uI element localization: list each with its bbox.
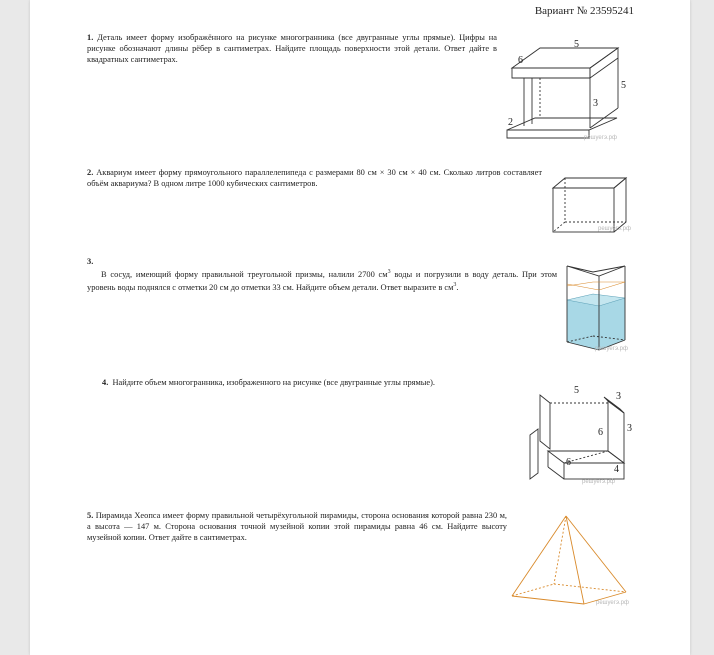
task-3-text-a: В сосуд, имеющий форму правильной треугольной призмы, налили 2700 см bbox=[101, 269, 388, 279]
task-4-label-corner: 4 bbox=[614, 464, 619, 475]
task-4-label-top: 5 bbox=[574, 385, 579, 396]
task-3-sup-1: 3 bbox=[387, 269, 391, 275]
task-4-number: 4. bbox=[102, 378, 109, 387]
task-2 bbox=[87, 167, 542, 189]
task-4-label-depth: 3 bbox=[616, 391, 621, 402]
task-3 bbox=[87, 256, 557, 293]
task-4-label-height: 6 bbox=[598, 427, 603, 438]
document-page bbox=[30, 0, 690, 655]
task-2-watermark: решуегэ.рф bbox=[598, 226, 631, 232]
task-5-watermark: решуегэ.рф bbox=[596, 600, 629, 606]
task-1-watermark: решуегэ.рф bbox=[584, 135, 617, 141]
task-1-label-top: 5 bbox=[574, 39, 579, 50]
task-4-watermark: решуегэ.рф bbox=[582, 479, 615, 485]
task-5-number: 5. bbox=[87, 511, 94, 520]
task-2-figure bbox=[550, 176, 630, 234]
task-3-figure bbox=[565, 264, 630, 354]
task-5-text: Пирамида Хеопса имеет форму правильной четырёхугольной пирамиды, сторона основания которой равна 230 м, а высота — 147 м. Сторона основания точной музейной копии этой пирамиды равна 46 см. Найдите высоту музейной копии. Ответ дайте в сантиметрах. bbox=[87, 511, 507, 542]
task-1-label-base: 2 bbox=[508, 117, 513, 128]
task-3-text-b: воды и погрузили в воду деталь. При этом уровень воды поднялся с отметки 20 см до отметки 33 см. Найдите объем детали. Ответ выразите в см bbox=[87, 269, 558, 292]
variant-number: Вариант № 23595241 bbox=[534, 5, 634, 17]
task-3-number: 3. bbox=[87, 257, 94, 266]
task-3-sup-2: 3 bbox=[453, 281, 457, 288]
task-5-figure bbox=[510, 514, 630, 606]
task-4-text: Найдите объем многогранника, изображенного на рисунке (все двугранные углы прямые). bbox=[112, 378, 436, 387]
task-1-label-right: 5 bbox=[621, 80, 626, 91]
task-1-number: 1. bbox=[87, 33, 94, 42]
task-4-label-base: 6 bbox=[566, 457, 571, 468]
task-1-text: Деталь имеет форму изображённого на рисунке многогранника (все двугранные углы прямые). Цифры на рисунке обозначают длины рёбер в сантиметрах. Найдите площадь поверхности этой детали. Ответ дайте в квадратных сантиметрах. bbox=[87, 33, 498, 64]
task-3-watermark: решуегэ.рф bbox=[595, 346, 628, 352]
task-1-label-depth: 6 bbox=[518, 55, 523, 66]
task-4-figure bbox=[524, 383, 634, 487]
task-4-label-right: 3 bbox=[627, 423, 632, 434]
task-4 bbox=[102, 377, 532, 388]
task-2-text: Аквариум имеет форму прямоугольного параллелепипеда с размерами 80 см × 30 см × 40 см. Сколько литров составляет объём аквариума? В одном литре 1000 кубических сантиметров. bbox=[87, 168, 542, 188]
task-1 bbox=[87, 32, 497, 65]
task-1-label-height: 3 bbox=[593, 98, 598, 109]
task-1-figure bbox=[504, 38, 629, 146]
task-5 bbox=[87, 510, 507, 543]
task-2-number: 2. bbox=[87, 168, 94, 177]
task-3-text-c: . bbox=[456, 282, 459, 292]
